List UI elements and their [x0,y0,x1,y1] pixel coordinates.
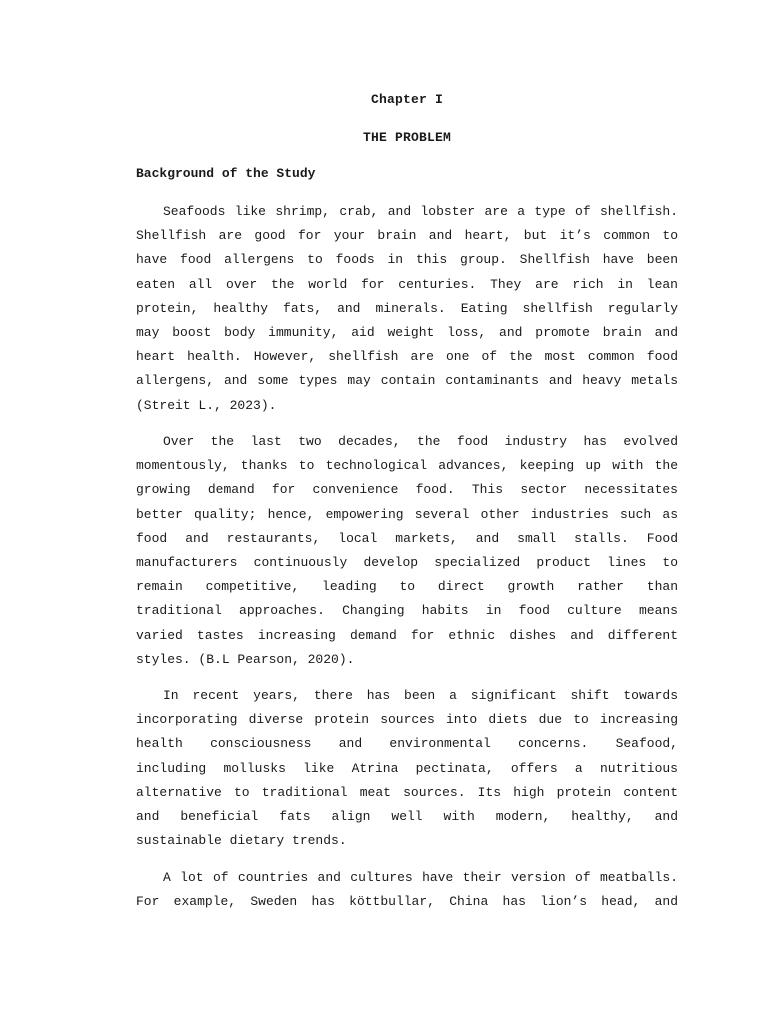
paragraph-line: protein, healthy fats, and minerals. Eating shellfish regularly [136,300,678,316]
paragraph-line: traditional approaches. Changing habits in food culture means [136,603,678,619]
paragraph-line: Over the last two decades, the food industry has evolved [163,434,678,449]
paragraph-line: alternative to traditional meat sources. Its high protein content [136,784,678,800]
paragraph-4 [136,866,678,914]
paragraph-line: and beneficial fats align well with modern, healthy, and [136,808,678,824]
paragraph-line: health consciousness and environmental concerns. Seafood, [136,736,678,752]
paragraph-line: allergens, and some types may contain contaminants and heavy metals [136,373,678,389]
paragraph-1 [136,200,678,418]
paragraph-line: Seafoods like shrimp, crab, and lobster are a type of shellfish. [163,204,678,219]
paragraph-line: (Streit L., 2023). [136,397,277,413]
chapter-title: THE PROBLEM [362,130,451,145]
paragraph-line: growing demand for convenience food. This sector necessitates [136,482,678,498]
paragraph-line: styles. (B.L Pearson, 2020). [136,651,355,667]
paragraph-line: remain competitive, leading to direct growth rather than [136,579,678,595]
paragraph-line: Shellfish are good for your brain and heart, but it’s common to [136,228,678,244]
section-heading: Background of the Study [136,166,316,181]
paragraph-line: incorporating diverse protein sources into diets due to increasing [136,712,678,728]
paragraph-line: heart health. However, shellfish are one of the most common food [136,349,678,365]
paragraph-line: food and restaurants, local markets, and small stalls. Food [136,530,678,546]
paragraph-line: may boost body immunity, aid weight loss, and promote brain and [136,324,678,340]
paragraph-line: better quality; hence, empowering several other industries such as [136,506,678,522]
paragraph-3 [136,684,678,853]
paragraph-2 [136,430,678,672]
paragraph-line: eaten all over the world for centuries. They are rich in lean [136,276,678,292]
paragraph-line: varied tastes increasing demand for ethnic dishes and different [136,627,678,643]
chapter-label: Chapter I [370,92,443,107]
paragraph-line: momentously, thanks to technological advances, keeping up with the [136,458,678,474]
paragraph-line: sustainable dietary trends. [136,833,347,849]
paragraph-line: A lot of countries and cultures have their version of meatballs. [163,870,678,885]
paragraph-line: For example, Sweden has köttbullar, China has lion’s head, and [136,894,678,910]
paragraph-line: have food allergens to foods in this group. Shellfish have been [136,252,678,268]
paragraph-line: In recent years, there has been a significant shift towards [163,688,678,703]
paragraph-line: including mollusks like Atrina pectinata, offers a nutritious [136,760,678,776]
paragraph-line: manufacturers continuously develop specialized product lines to [136,554,678,570]
